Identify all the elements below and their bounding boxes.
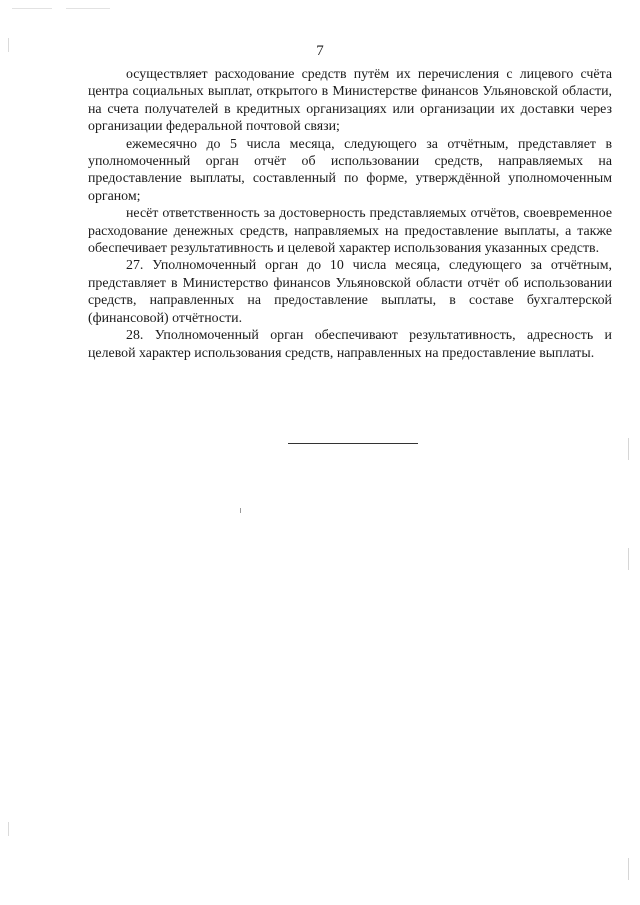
page-number: 7 (316, 43, 324, 59)
paragraph: 27. Уполномоченный орган до 10 числа месяца, следующего за отчётным, представляет в Министерство финансов Ульяновской области отчёт об использовании средств, направленных на предоставление выплаты, в составе бухгалтерской (финансовой) отчётности. (88, 258, 612, 326)
document-body (88, 66, 612, 362)
scan-artifact (628, 438, 629, 460)
paragraph: осуществляет расходование средств путём их перечисления с лицевого счёта центра социальных выплат, открытого в Министерстве финансов Ульяновской области, на счета получателей в кредитных организациях или организации их доставки через организации федеральной почтовой связи; (88, 67, 612, 135)
paragraph: несёт ответственность за достоверность представляемых отчётов, своевременное расходование денежных средств, направляемых на предоставление выплаты, а также обеспечивает результативность и целевой характер использования указанных средств. (88, 206, 612, 257)
scan-artifact (66, 8, 110, 9)
scan-artifact (628, 548, 629, 570)
scan-artifact (8, 822, 9, 836)
scan-artifact (628, 858, 629, 880)
scan-artifact (12, 8, 52, 9)
scan-artifact (240, 508, 241, 513)
end-separator-line (288, 443, 418, 444)
paragraph: ежемесячно до 5 числа месяца, следующего за отчётным, представляет в уполномоченный орган отчёт об использовании средств, направляемых на предоставление выплаты, составленный по форме, утверждённой уполномоченным органом; (88, 136, 612, 204)
paragraph: 28. Уполномоченный орган обеспечивают результативность, адресность и целевой характер использования средств, направленных на предоставление выплаты. (88, 328, 612, 361)
